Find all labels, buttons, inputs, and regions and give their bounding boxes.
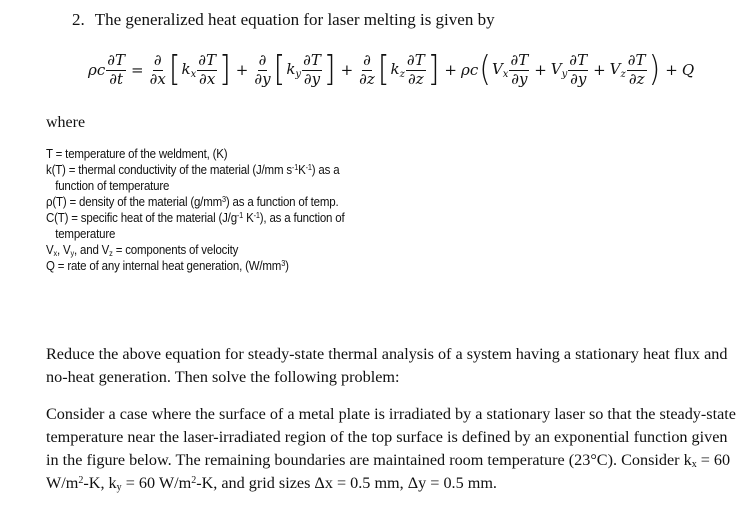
eq-paren-close: ) xyxy=(648,49,661,90)
eq-vy: $V_y$ xyxy=(550,60,568,80)
eq-bracket-open: [ xyxy=(377,49,390,90)
eq-plus: + xyxy=(340,61,354,79)
eq-plus: + xyxy=(235,61,249,79)
eq-bracket-close: ] xyxy=(323,49,336,90)
definition-item: $V_x$, $V_y$, and $V_z$ = components of velocity xyxy=(46,243,239,258)
eq-q: Q xyxy=(681,61,695,79)
eq-vz: $V_z$ xyxy=(609,60,626,80)
where-label: where xyxy=(46,114,86,131)
question-heading xyxy=(72,10,495,30)
eq-d-dy: $\frac{\partial}{\partial y}$ xyxy=(254,50,271,88)
definition-item: T = temperature of the weldment, (K) xyxy=(46,147,228,161)
eq-dT-dy: $\frac{\partial T}{\partial y}$ xyxy=(569,50,588,88)
definition-item: Q = rate of any internal heat generation, $(W/mm^3)$ xyxy=(46,259,289,273)
eq-dT-dx: $\frac{\partial T}{\partial x}$ xyxy=(198,50,217,88)
eq-kz: $k_z$ xyxy=(390,60,405,80)
eq-bracket-close: ] xyxy=(427,49,440,90)
eq-plus: + xyxy=(444,61,457,79)
heat-equation xyxy=(88,44,694,96)
eq-kx: $k_x$ xyxy=(181,60,197,80)
eq-dT-dz: $\frac{\partial T}{\partial z}$ xyxy=(627,50,646,88)
eq-plus: + xyxy=(593,61,606,79)
eq-plus: + xyxy=(665,61,678,79)
eq-rho-c: ρc xyxy=(461,61,479,79)
eq-dT-dy: $\frac{\partial T}{\partial y}$ xyxy=(510,50,529,88)
eq-plus: + xyxy=(534,61,547,79)
eq-bracket-close: ] xyxy=(219,49,231,90)
eq-paren-open: ( xyxy=(479,49,491,90)
eq-vx: $V_x$ xyxy=(491,60,509,80)
question-number: 2. xyxy=(72,10,85,29)
instruction-paragraph: Reduce the above equation for steady-state thermal analysis of a system having a stationary heat flux and no-heat generation. Then solve the following problem: xyxy=(46,345,728,386)
definition-item: ρ(T) = density of the material $(g/mm^3)$ as a function of temp. xyxy=(46,195,339,209)
definition-item: C(T) = specific heat of the material ($J/g^{-1}$ $K^{-1}$), as a function of xyxy=(46,211,345,225)
definition-item: k(T) = thermal conductivity of the material (J/mm $s^{-1}K^{-1}$) as a xyxy=(46,163,340,177)
eq-dT-dt: $\frac{\partial T}{\partial t}$ xyxy=(107,50,126,88)
eq-dT-dy: $\frac{\partial T}{\partial y}$ xyxy=(303,50,321,88)
eq-d-dz: $\frac{\partial}{\partial z}$ xyxy=(359,50,375,88)
question-title: The generalized heat equation for laser melting is given by xyxy=(94,10,495,29)
eq-bracket-open: [ xyxy=(273,49,286,90)
definitions-list xyxy=(46,146,396,274)
eq-equals: = xyxy=(131,61,144,79)
eq-d-dx: $\frac{\partial}{\partial x}$ xyxy=(149,50,166,88)
problem-paragraph: Consider a case where the surface of a metal plate is irradiated by a stationary laser so that the steady-state temperature near the laser-irradiated region of the top surface is defined by an exponential function given in the figure below. The remaining boundaries are maintained room temperature (23°C). Consider $k_x = 60$ $W/m^2-K$, $k_y = 60$ $W/m^2-K$, and grid sizes Δx = 0.5 mm, Δy = 0.5 mm. xyxy=(46,405,736,493)
eq-lhs-coef: ρc xyxy=(88,61,106,79)
eq-dT-dz: $\frac{\partial T}{\partial z}$ xyxy=(406,50,425,88)
eq-ky: $k_y$ xyxy=(286,60,302,80)
definition-item: temperature xyxy=(55,227,116,241)
eq-bracket-open: [ xyxy=(168,49,181,90)
definition-item: function of temperature xyxy=(55,179,170,193)
